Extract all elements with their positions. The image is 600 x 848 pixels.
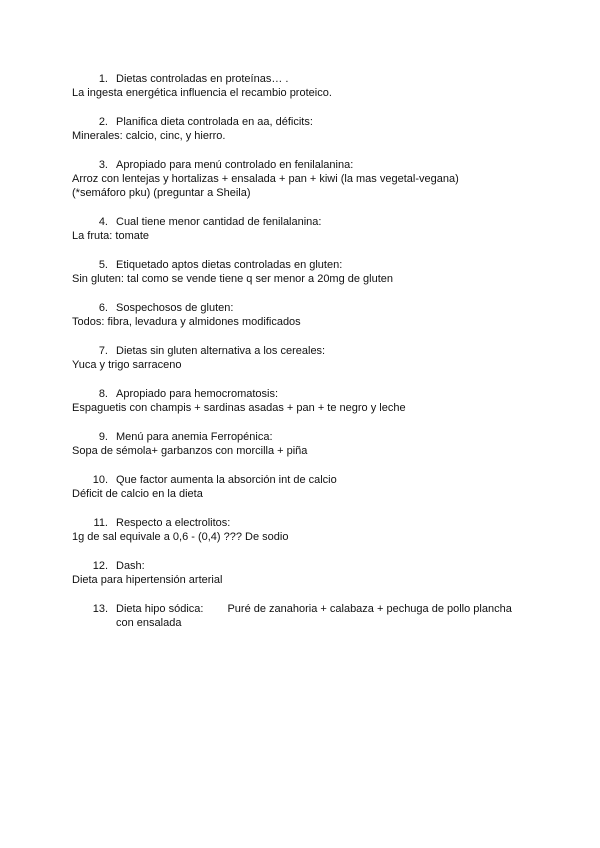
question-number: 4. (98, 216, 108, 228)
list-item (72, 473, 528, 501)
question-line (72, 387, 528, 401)
list-item (72, 301, 528, 329)
question-number: 8. (98, 388, 108, 400)
list-item (72, 602, 528, 630)
answer-line: Sin gluten: tal como se vende tiene q ser menor a 20mg de gluten (72, 273, 394, 285)
question-line (72, 344, 528, 358)
question-line (72, 158, 528, 172)
question-number: 10. (92, 474, 108, 486)
question-number: 7. (98, 345, 108, 357)
question-text: Dash: (116, 560, 145, 572)
document-body (72, 72, 528, 645)
answer-block (72, 315, 528, 329)
answer-block (72, 172, 528, 200)
list-item (72, 387, 528, 415)
answer-line: (*semáforo pku) (preguntar a Sheila) (72, 187, 251, 199)
question-line (72, 115, 528, 129)
question-line (72, 516, 528, 530)
answer-line: Sopa de sémola+ garbanzos con morcilla + piña (72, 445, 308, 457)
question-number: 3. (98, 159, 108, 171)
answer-line: Espaguetis con champis + sardinas asadas + pan + te negro y leche (72, 402, 406, 414)
answer-text: Puré de zanahoria + calabaza + pechuga de pollo plancha con ensalada (116, 603, 512, 629)
question-text: Cual tiene menor cantidad de fenilalanina: (116, 216, 322, 228)
answer-line: Arroz con lentejas y hortalizas + ensalada + pan + kiwi (la mas vegetal-vegana) (72, 173, 459, 185)
question-line (72, 473, 528, 487)
question-text (116, 602, 528, 630)
question-text: Apropiado para hemocromatosis: (116, 388, 279, 400)
list-item (72, 430, 528, 458)
question-text: Dietas sin gluten alternativa a los cereales: (116, 345, 326, 357)
answer-block (72, 129, 528, 143)
question-number: 5. (98, 259, 108, 271)
answer-block (72, 444, 528, 458)
answer-line: La ingesta energética influencia el recambio proteico. (72, 87, 332, 99)
question-text: Sospechosos de gluten: (116, 302, 234, 314)
question-line (72, 215, 528, 229)
answer-line: La fruta: tomate (72, 230, 150, 242)
answer-line: Dieta para hipertensión arterial (72, 574, 223, 586)
answer-block (72, 229, 528, 243)
question-label: Dieta hipo sódica: (116, 603, 204, 615)
list-item (72, 559, 528, 587)
question-text: Apropiado para menú controlado en fenilalanina: (116, 159, 354, 171)
answer-line: 1g de sal equivale a 0,6 - (0,4) ??? De sodio (72, 531, 289, 543)
answer-block (72, 86, 528, 100)
answer-block (72, 358, 528, 372)
list-item (72, 344, 528, 372)
question-number: 6. (98, 302, 108, 314)
question-text: Que factor aumenta la absorción int de calcio (116, 474, 337, 486)
question-number: 12. (92, 560, 108, 572)
list-item (72, 115, 528, 143)
list-item (72, 72, 528, 100)
question-number: 9. (98, 431, 108, 443)
question-number: 13. (92, 603, 108, 615)
question-line (72, 602, 528, 630)
answer-block (72, 401, 528, 415)
question-line (72, 258, 528, 272)
question-number: 1. (98, 73, 108, 85)
question-text: Dietas controladas en proteínas… . (116, 73, 289, 85)
question-text: Etiquetado aptos dietas controladas en gluten: (116, 259, 343, 271)
question-list (72, 72, 528, 587)
answer-line: Yuca y trigo sarraceno (72, 359, 182, 371)
answer-block (72, 272, 528, 286)
question-line (72, 72, 528, 86)
answer-line: Todos: fibra, levadura y almidones modificados (72, 316, 301, 328)
question-number: 2. (98, 116, 108, 128)
list-item (72, 158, 528, 200)
question-line (72, 430, 528, 444)
question-line (72, 559, 528, 573)
question-number: 11. (93, 517, 108, 529)
list-item (72, 215, 528, 243)
answer-line: Déficit de calcio en la dieta (72, 488, 203, 500)
question-text: Menú para anemia Ferropénica: (116, 431, 273, 443)
list-item (72, 516, 528, 544)
answer-block (72, 530, 528, 544)
list-item (72, 258, 528, 286)
answer-line: Minerales: calcio, cinc, y hierro. (72, 130, 226, 142)
question-text: Planifica dieta controlada en aa, déficits: (116, 116, 313, 128)
answer-block (72, 487, 528, 501)
answer-block (72, 573, 528, 587)
question-text: Respecto a electrolitos: (116, 517, 231, 529)
question-line (72, 301, 528, 315)
